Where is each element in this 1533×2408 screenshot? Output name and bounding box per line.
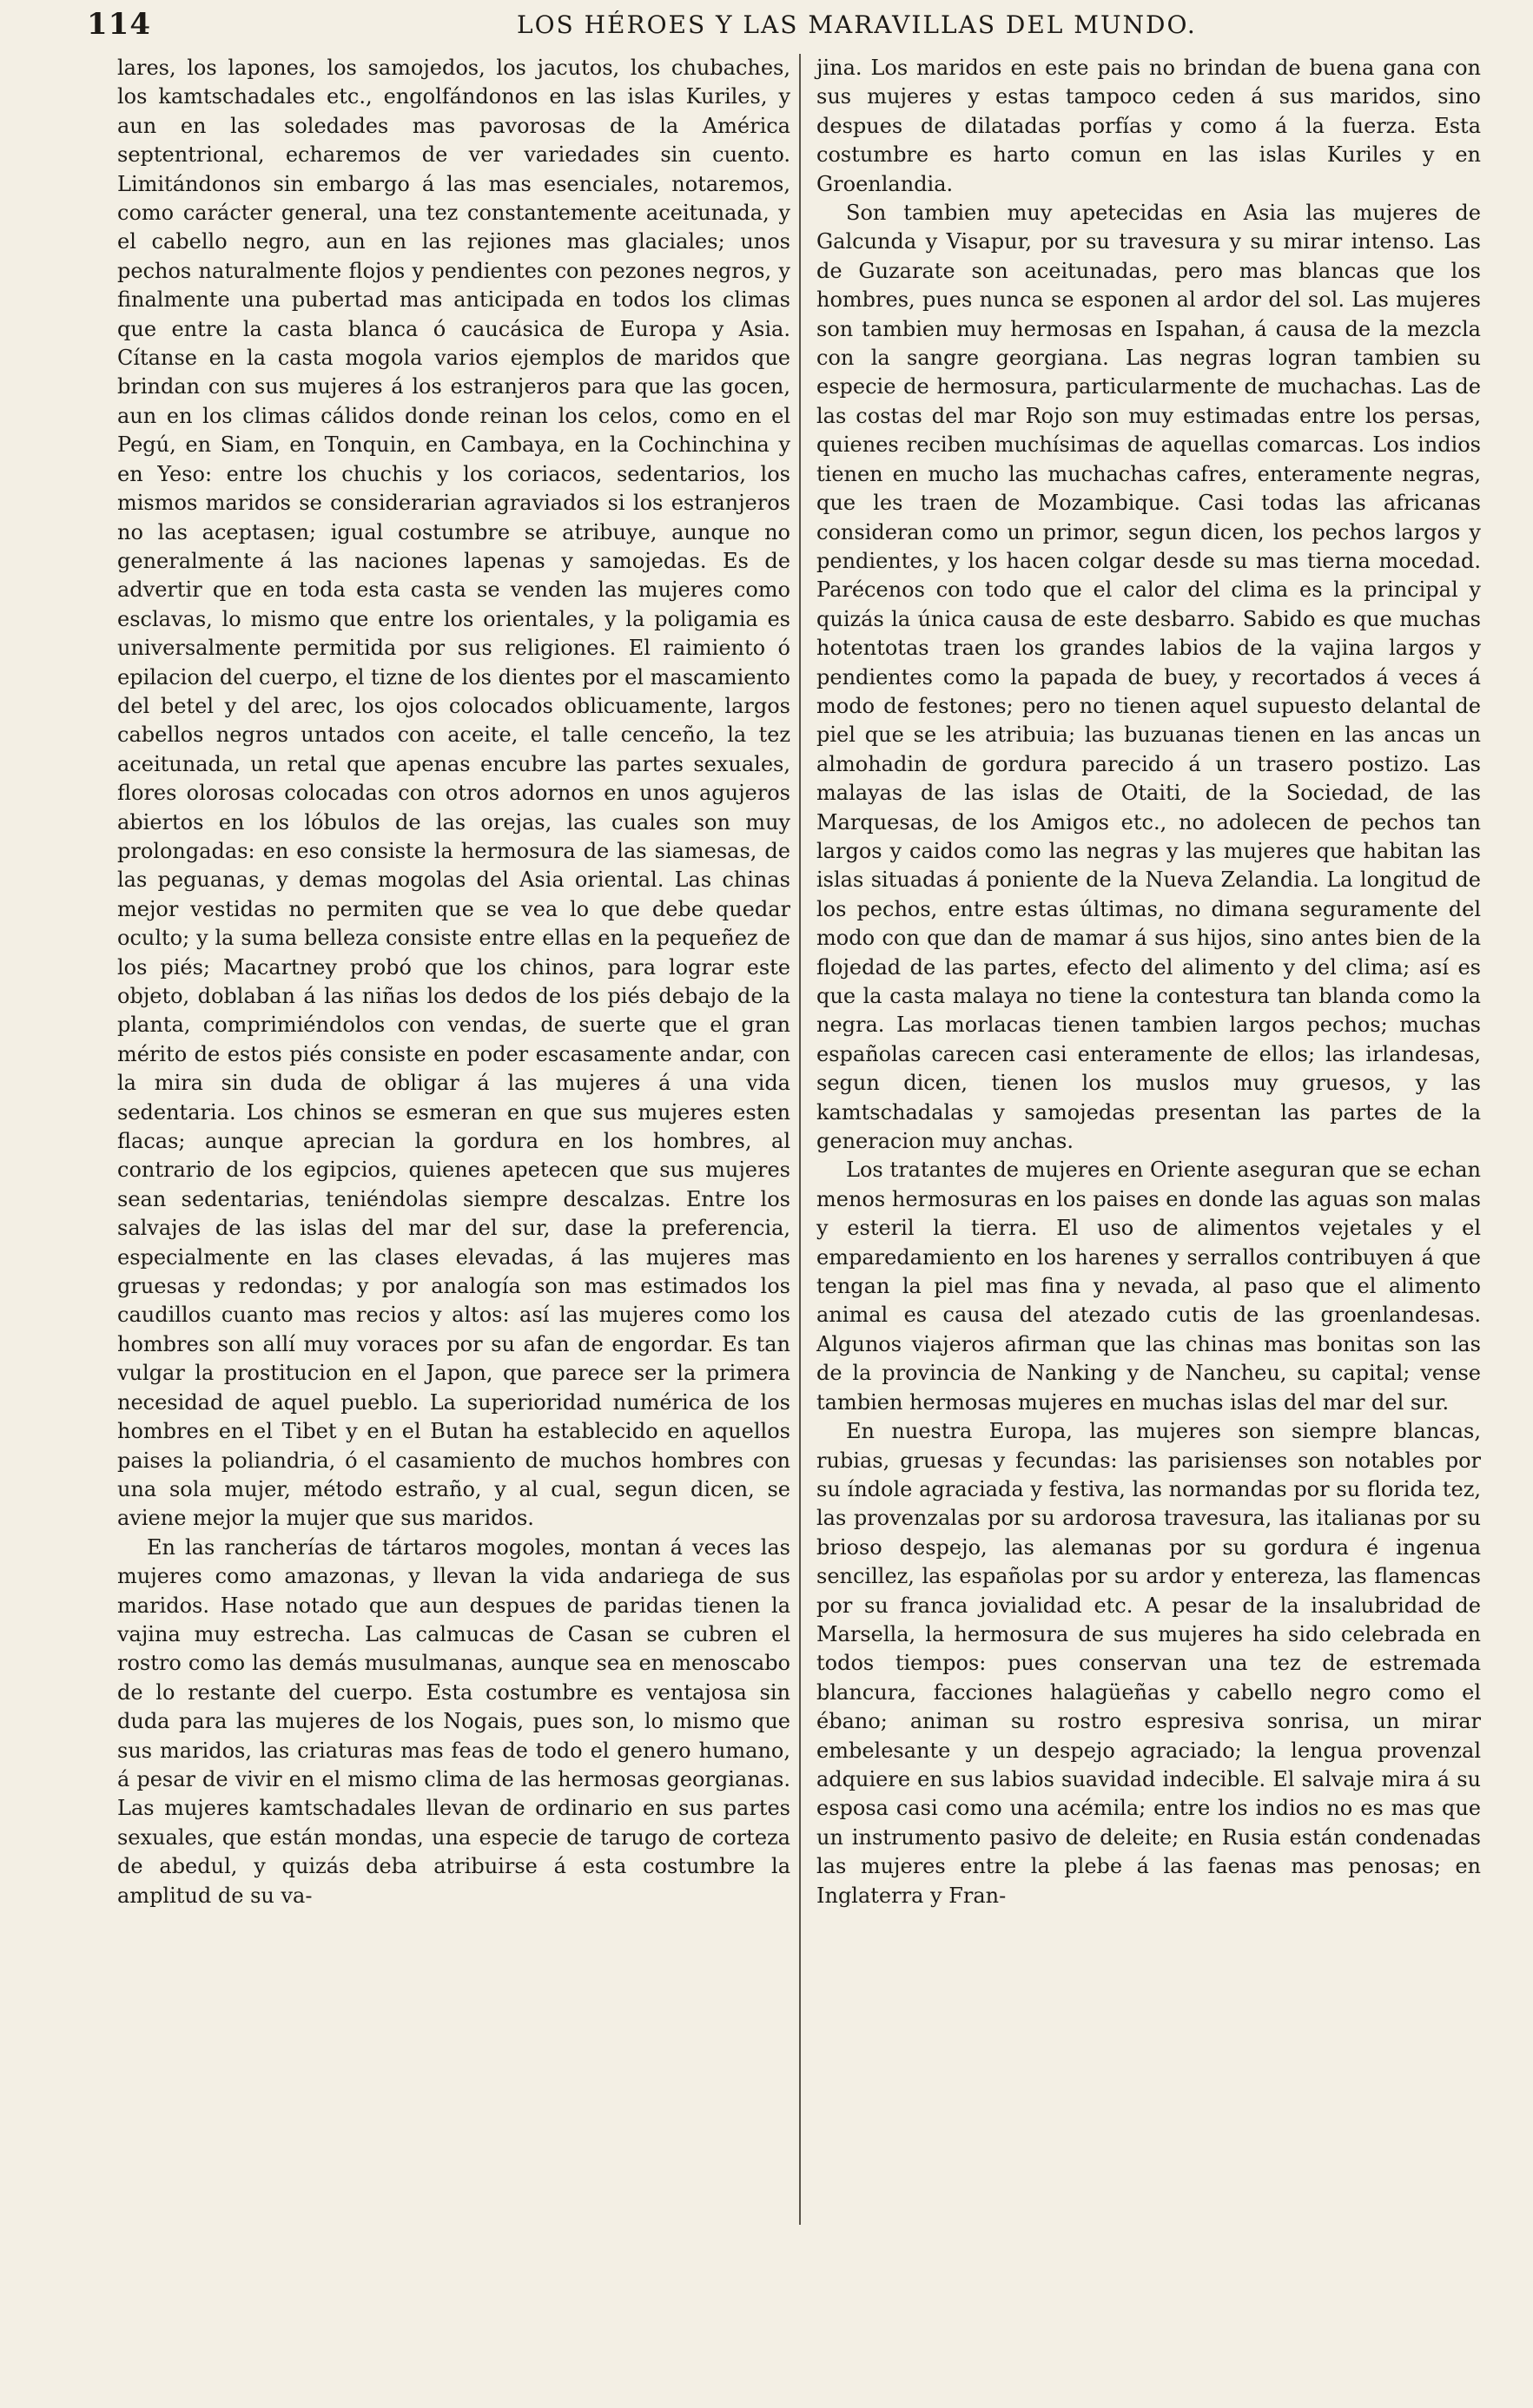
- left-paragraph-2: En las rancherías de tártaros mogoles, montan á veces las mujeres como amazonas, y llevan la vida andariega de sus maridos. Hase notado que aun despues de paridas tienen la vajina muy estrecha. Las calmucas de Casan se cubren el rostro como las demás musulmanas, aunque sea en menoscabo de lo restante del cuerpo. Esta costumbre es ventajosa sin duda para las mujeres de los Nogais, pues son, lo mismo que sus maridos, las criaturas mas feas de todo el genero humano, á pesar de vivir en el mismo clima de las hermosas georgianas. Las mujeres kamtschadales llevan de ordinario en sus partes sexuales, que están mondas, una especie de tarugo de corteza de abedul, y quizás deba atribuirse á esta costumbre la amplitud de su va-: [117, 1534, 790, 1908]
- right-paragraph-3: Los tratantes de mujeres en Oriente aseguran que se echan menos hermosuras en los paises en donde las aguas son malas y esteril la tierra. El uso de alimentos vejetales y el emparedamiento en los harenes y serrallos contribuyen á que tengan la piel mas fina y nevada, al paso que el alimento animal es causa del atezado cutis de las groenlandesas. Algunos viajeros afirman que las chinas mas bonitas son las de la provincia de Nanking y de Nancheu, su capital; vense tambien hermosas mujeres en muchas islas del mar del sur.: [816, 1158, 1481, 1415]
- right-paragraph-2: Son tambien muy apetecidas en Asia las mujeres de Galcunda y Visapur, por su travesura y su mirar intenso. Las de Guzarate son aceitunadas, pero mas blancas que los hombres, pues nunca se esponen al ardor del sol. Las mujeres son tambien muy hermosas en Ispahan, á causa de la mezcla con la sangre georgiana. Las negras logran tambien su especie de hermosura, particularmente de muchachas. Las de las costas del mar Rojo son muy estimadas entre los persas, quienes reciben muchísimas de aquellas comarcas. Los indios tienen en mucho las muchachas cafres, enteramente negras, que les traen de Mozambique. Casi todas las africanas consideran como un primor, segun dicen, los pechos largos y pendientes, y los hacen colgar desde su mas tierna mocedad. Parécenos con todo que el calor del clima es la principal y quizás la única causa de este desbarro. Sabido es que muchas hotentotas traen los grandes labios de la vajina largos y pendientes como la papada de buey, y recortados á veces á modo de festones; pero no tienen aquel supuesto delantal de piel que se les atribuia; las buzuanas tienen en las ancas un almohadin de gordura parecido á un trasero postizo. Las malayas de las islas de Otaiti, de la Sociedad, de las Marquesas, de los Amigos etc., no adolecen de pechos tan largos y caidos como las negras y las mujeres que habitan las islas situadas á poniente de la Nueva Zelandia. La longitud de los pechos, entre estas últimas, no dimana seguramente del modo con que dan de mamar á sus hijos, sino antes bien de la flojedad de las partes, efecto del alimento y del clima; así es que la casta malaya no tiene la contestura tan blanda como la negra. Las morlacas tienen tambien largos pechos; muchas españolas carecen casi enteramente de ellos; las irlandesas, segun dicen, tienen los muslos muy gruesos, y las kamtschadalas y samojedas presentan las partes de la generacion muy anchas.: [816, 201, 1481, 1154]
- left-column: [117, 54, 790, 1910]
- column-divider: [799, 54, 801, 2225]
- right-column: [816, 54, 1481, 1910]
- running-title: LOS HÉROES Y LAS MARAVILLAS DEL MUNDO.: [517, 10, 1197, 39]
- page-number: 114: [87, 7, 151, 42]
- page-header: [87, 7, 1464, 50]
- right-paragraph-4: En nuestra Europa, las mujeres son siempre blancas, rubias, gruesas y fecundas: las parisienses son notables por su índole agraciada y festiva, las normandas por su florida tez, las provenzalas por su ardorosa travesura, las italianas por su brioso despejo, las alemanas por su gordura é ingenua sencillez, las españolas por su ardor y entereza, las flamencas por su franca jovialidad etc. A pesar de la insalubridad de Marsella, la hermosura de sus mujeres ha sido celebrada en todos tiempos: pues conservan una tez de estremada blancura, facciones halagüeñas y cabello negro como el ébano; animan su rostro espresiva sonrisa, un mirar embelesante y un despejo agraciado; la lengua provenzal adquiere en sus labios suavidad indecible. El salvaje mira á su esposa casi como una acémila; entre los indios no es mas que un instrumento pasivo de deleite; en Rusia están condenadas las mujeres entre la plebe á las faenas mas penosas; en Inglaterra y Fran-: [816, 1419, 1481, 1908]
- right-paragraph-1: jina. Los maridos en este pais no brindan de buena gana con sus mujeres y estas tampoco ceden á sus maridos, sino despues de dilatadas porfías y como á la fuerza. Esta costumbre es harto comun en las islas Kuriles y en Groenlandia.: [816, 56, 1481, 196]
- left-paragraph-1: lares, los lapones, los samojedos, los jacutos, los chubaches, los kamtschadales etc., engolfándonos en las islas Kuriles, y aun en las soledades mas pavorosas de la América septentrional, echaremos de ver variedades sin cuento. Limitándonos sin embargo á las mas esenciales, notaremos, como carácter general, una tez constantemente aceitunada, y el cabello negro, aun en las rejiones mas glaciales; unos pechos naturalmente flojos y pendientes con pezones negros, y finalmente una pubertad mas anticipada en todos los climas que entre la casta blanca ó caucásica de Europa y Asia. Cítanse en la casta mogola varios ejemplos de maridos que brindan con sus mujeres á los estranjeros para que las gocen, aun en los climas cálidos donde reinan los celos, como en el Pegú, en Siam, en Tonquin, en Cambaya, en la Cochinchina y en Yeso: entre los chuchis y los coriacos, sedentarios, los mismos maridos se considerarian agraviados si los estranjeros no las aceptasen; igual costumbre se atribuye, aunque no generalmente á las naciones lapenas y samojedas. Es de advertir que en toda esta casta se venden las mujeres como esclavas, lo mismo que entre los orientales, y la poligamia es universalmente permitida por sus religiones. El raimiento ó epilacion del cuerpo, el tizne de los dientes por el mascamiento del betel y del arec, los ojos colocados oblicuamente, largos cabellos negros untados con aceite, el talle cenceño, la tez aceitunada, un retal que apenas encubre las partes sexuales, flores olorosas colocadas con otros adornos en unos agujeros abiertos en los lóbulos de las orejas, las cuales son muy prolongadas: en eso consiste la hermosura de las siamesas, de las peguanas, y demas mogolas del Asia oriental. Las chinas mejor vestidas no permiten que se vea lo que debe quedar oculto; y la suma belleza consiste entre ellas en la pequeñez de los piés; Macartney probó que los chinos, para lograr este objeto, doblaban á las niñas los dedos de los piés debajo de la planta, comprimiéndolos con vendas, de suerte que el gran mérito de estos piés consiste en poder escasamente andar, con la mira sin duda de obligar á las mujeres á una vida sedentaria. Los chinos se esmeran en que sus mujeres esten flacas; aunque aprecian la gordura en los hombres, al contrario de los egipcios, quienes apetecen que sus mujeres sean sedentarias, teniéndolas siempre descalzas. Entre los salvajes de las islas del mar del sur, dase la preferencia, especialmente en las clases elevadas, á las mujeres mas gruesas y redondas; y por analogía son mas estimados los caudillos cuanto mas recios y altos: así las mujeres como los hombres son allí muy voraces por su afan de engordar. Es tan vulgar la prostitucion en el Japon, que parece ser la primera necesidad de aquel pueblo. La superioridad numérica de los hombres en el Tibet y en el Butan ha establecido en aquellos paises la poliandria, ó el casamiento de muchos hombres con una sola mujer, método estraño, y al cual, segun dicen, se aviene mejor la mujer que sus maridos.: [117, 56, 790, 1531]
